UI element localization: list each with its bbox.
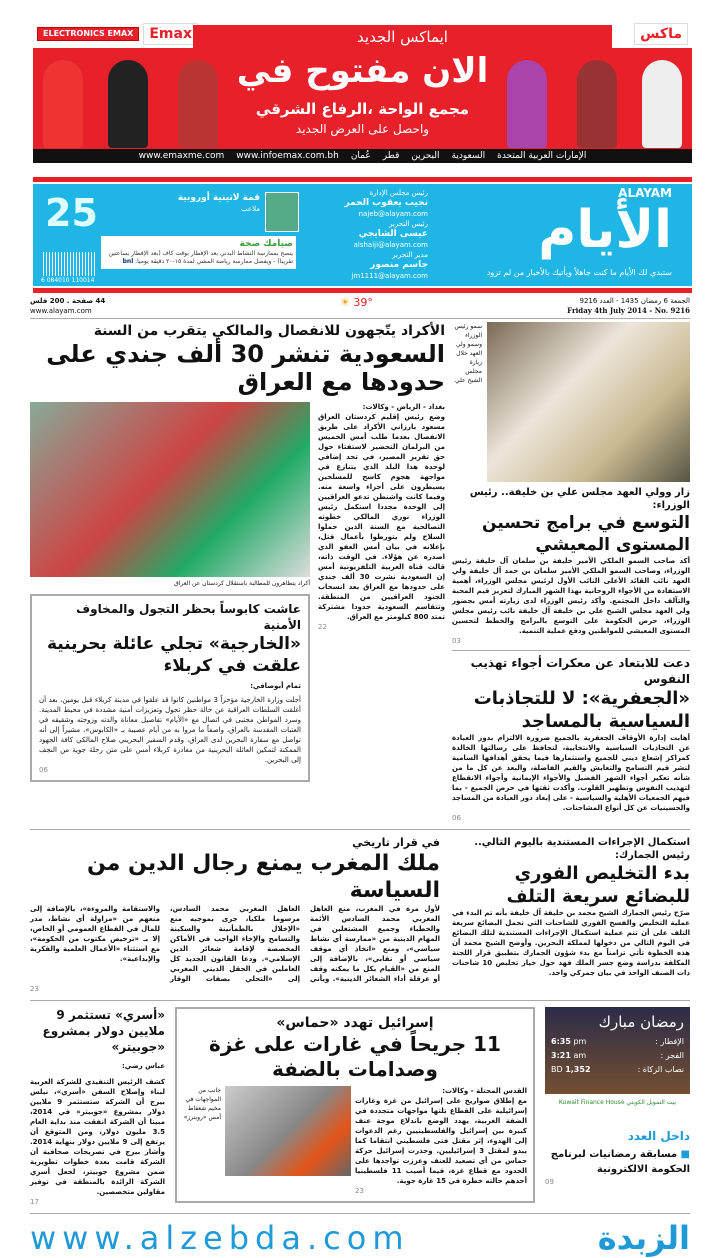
ad-person-image: [178, 60, 218, 148]
divider: [33, 177, 692, 182]
inside-item[interactable]: [545, 1147, 690, 1177]
iraq-headline[interactable]: السعودية تنشر 30 ألف جندي على حدودها مع العراق: [46, 340, 445, 396]
time-unit: BD: [551, 1065, 563, 1074]
footer: [30, 1218, 690, 1258]
page-ref[interactable]: 17: [30, 1198, 39, 1206]
slogan: ستبدي لك الأيام ما كنت جاهلاً ويأتيك بالأخبار من لم تزود: [486, 268, 672, 277]
promo-title: صيامك صحة: [239, 239, 293, 249]
karbala-story-box: [30, 594, 310, 782]
page-count: 44 صفحة . 200 فلس: [30, 297, 106, 305]
ad-left-logos: [37, 23, 198, 45]
bottom-section: [30, 1007, 690, 1207]
kurdish-protest-photo: [30, 402, 310, 577]
staff-role: رئيس التحرير: [389, 220, 428, 228]
jaafari-headline[interactable]: «الجعفرية»: لا للتجاذبات السياسية بالمساجد: [473, 688, 690, 732]
date-info: [567, 296, 690, 316]
article-body: صرّح رئيس الجمارك الشيخ محمد بن خليفة آل خليفة بأنه تم البدء في عملية التخليص والفسح الفوري للشاحنات التي تحمل البضائع سريعة التلف على أن تتم عملية استكمال الإجراءات المستندية لتلك البضائع في اليوم التالي من دخولها لمملكة البحرين. وأوضح الشيخ محمد أن هذه الخطوة تأتي تزامناً مع بدء شؤون الجمارك بتطبيق قرار اللجنة المكلفة بدراسة وضع جسر الملك فهد حول خيار تخليص 10 شاحنات ذات الصنف الواحد في بيان جمركي واحد.: [452, 909, 690, 977]
ramadan-times-box: [545, 1007, 690, 1120]
time-label: الإفطار :: [655, 1037, 684, 1046]
ramadan-title: رمضان مبارك: [598, 1013, 684, 1031]
customs-headline[interactable]: بدء التخليص الفوري للبضائع سريعة التلف: [506, 863, 690, 907]
photo-caption: سمو رئيس الوزراء وسمو ولي العهد خلال زيارة مجلس الشيخ علي: [454, 323, 482, 384]
ad-line-1: ايماكس الجديد: [193, 25, 612, 48]
jaafari-kicker: دعت للابتعاد عن معكرات أجواء تهذيب النفوس: [470, 656, 690, 686]
page-ref[interactable]: 06: [452, 814, 461, 822]
pm-photo-row: [452, 322, 690, 482]
staff-role: رئيس مجلس الإدارة: [369, 189, 428, 197]
staff-list: [303, 188, 428, 281]
hijri-date: الجمعة 6 رمضان 1435 - العدد 9216: [579, 297, 690, 305]
country: عُمان: [350, 151, 371, 161]
osri-story: [30, 1007, 165, 1207]
staff-email[interactable]: alshaiji@alayam.com: [353, 241, 428, 249]
time-value: 3:21: [551, 1051, 571, 1060]
barcode-number: 6 084010 110014: [41, 277, 95, 284]
karbala-headline[interactable]: «الخارجية» تجلي عائلة بحرينية علقت في كربلاء: [46, 634, 301, 676]
pm-headline[interactable]: التوسع في برامج تحسين المستوى المعيشي: [482, 513, 690, 555]
ad-person-image: [108, 60, 148, 148]
time-row: [545, 1063, 690, 1077]
country: الإمارات العربية المتحدة: [497, 151, 587, 161]
bullet-icon: ■: [680, 1149, 690, 1160]
time-unit: pm: [573, 1037, 587, 1046]
country: السعودية: [451, 151, 486, 161]
photo-caption: أكراد يتظاهرون للمطالبة باستقلال كردستان عن العراق: [174, 580, 310, 587]
iraq-section: [30, 322, 445, 782]
ad-person-image: [577, 60, 617, 148]
customs-kicker: استكمال الإجراءات المستندية باليوم التالي.. رئيس الجمارك:: [474, 837, 690, 861]
ad-site: www.infoemax.com.bh: [236, 151, 339, 161]
divider: [33, 288, 692, 293]
author: تمام أبوصافي:: [250, 682, 301, 690]
temperature: 39°: [353, 296, 373, 309]
article-body: أهابت إدارة الأوقاف الجعفرية بالجميع ضرورة الالتزام بدور العبادة عن التجاذبات السياسية والانتخابية، لتحافظ على رسالتها الخالدة كمراكز إشعاع ديني للجميع واستثمارها فيما يحقق أهدافها السامية لنشر قيم التسامح والتعايش والقيم الفاضلة، والبعد عن كل ما من شأنه تعكير أجواء الشهر الفضيل والأجواء الإيمانية وأجواء الانقطاع لتهذيب النفوس وتطهير القلوب. وأكدت ثقتها في حرص الجميع - بما فيهم الجمعيات الأهلية والسياسية - على إبعاد دور العبادة من المساجد والحسينيات عن كل أنواع المشاحنات.: [452, 734, 690, 812]
promo-text: ينصح بممارسة النشاط البدني بعد الإفطار بوقت كاف (بعد الإفطار بساعتين تقريبا) - ويفضل ممارسة رياضة المشي لمدة ١٥-٢٠ دقيقة يوميا.: [108, 250, 293, 265]
divider: [452, 650, 690, 651]
article-body: لأول مرة في المغرب، منع العاهل المغربي محمد السادس الأئمة والخطباء وجميع المشتغلين في المهام الدينية من «ممارسة أي نشاط سياسي»، ومنع «اتخاذ أي موقف سياسي أو نقابي»، بالإضافة إلى المنع من «القيام بكل ما يمكنه وقف أو عرقلة أداء الشعائر الدينية». ويأتي العاهل المغربي محمد السادس، مرسوما ملكيا، جرى بموجبه منع «الإخلال بالطمأنينة والسكينة والتسامح والإخاء الواجب في الأماكن المخصصة لإقامة شعائر الدين الإسلامي». ودعا القانون الجديد كل العاملين في الحقل الديني المغربي إلى «التحلي بصفات الوقار والاستقامة والمروءة»، بالإضافة إلى منعهم من «مزاولة أي نشاط، مدر للمال في القطاع العمومي أو الخاص، إلا بـ «ترخيص مكتوب من الحكومة»، مع استثناء «الأعمال العلمية والفكرية والإبداعية».: [30, 905, 440, 983]
staff-name: نجيب يعقوب الحمر: [344, 198, 428, 208]
left-column: [30, 402, 310, 782]
top-section: [30, 322, 690, 823]
ad-line-3: مجمع الواحة ،الرفاع الشرقي: [255, 100, 470, 118]
website[interactable]: www.alayam.com: [30, 307, 92, 315]
time-label: نصاب الزكاة :: [637, 1065, 684, 1074]
emax-advertisement[interactable]: [33, 20, 692, 163]
staff-name: جاسم منصور: [370, 260, 428, 270]
customs-story: [452, 836, 690, 978]
divider: [30, 1213, 690, 1214]
front-page-content: [30, 322, 690, 1258]
gaza-clash-photo: [225, 1086, 351, 1176]
ad-person-image: [43, 60, 83, 148]
country: البحرين: [411, 151, 440, 161]
morocco-headline[interactable]: ملك المغرب يمنع رجال الدين من السياسة: [86, 851, 440, 903]
sport-photo: [265, 192, 299, 232]
article-body: أكد صاحب السمو الملكي الأمير خليفة بن سلمان آل خليفة رئيس الوزراء، وصاحب السمو الملكي الأمير سلمان بن حمد آل خليفة ولي العهد نائب القائد الأعلى النائب الأول لرئيس مجلس الوزراء، أهمية الاستفادة من الأجواء الروحانية بهذا الشهر المبارك لتعزيز قيم المحبة والتآلف داخل المجتمع. وأكد رئيس الوزراء لدى زيارته أمس بحضور ولي العهد مجلس الشيخ علي بن خليفة آل خليفة نائب رئيس مجلس الوزراء، حرص الحكومة على التوسع بالبرامج والخطط لتحسين المستوى المعيشي للمواطنين ودفع عملية التنمية.: [452, 557, 690, 635]
gaza-kicker: إسرائيل تهدد «حماس»: [276, 1015, 434, 1031]
article-dateline: بغداد - الرياض - وكالات:: [362, 403, 445, 411]
ad-person-image: [507, 60, 547, 148]
time-label: الفجر :: [660, 1051, 684, 1060]
masthead: [33, 184, 692, 286]
gaza-article: [355, 1086, 527, 1196]
staff-role: مدير التحرير: [392, 251, 428, 259]
inside-item-label: مسابقة رمضانيات لبرنامج الحكومة الالكترونية: [550, 1149, 690, 1175]
inside-title: داخل العدد: [627, 1129, 690, 1143]
ad-site: www.emaxme.com: [138, 151, 225, 161]
barcode: [43, 252, 95, 276]
article-body: مع إطلاق صواريخ على إسرائيل من غزة وغارات إسرائيلية على القطاع تلتها مواجهات متجددة في الضفة الغربية، يهدد الوضع باندلاع موجة عنف كبيرة بين إسرائيل والفلسطينيين رغم الدعوات إلى الهدوء، إثر مقتل فتى فلسطيني انتقاما كما يبدو لمقتل 3 إسرائيليين. وحذرت إسرائيل حركة حماس من أي تصعيد للعنف وعززت تواجدها على الحدود مع قطاع غزة، فيما أصيب 11 فلسطينيا أحدهم حالته خطرة في 15 غارة جوية.: [355, 1097, 527, 1185]
ad-country-strip: [33, 149, 692, 163]
photo-caption: جانب من المواجهات في مخيم شعفاط أمس «رويترز»: [183, 1087, 221, 1121]
karbala-kicker: عاشت كابوساً بحظر التجول والمخاوف الأمنية: [76, 602, 301, 632]
right-bottom-column: [545, 1007, 690, 1187]
electronics-emax-logo: ELECTRONICS EMAX: [37, 27, 139, 41]
ad-line-2: الان مفتوح في: [236, 51, 489, 91]
article-dateline: القدس المحتلة - وكالات:: [442, 1087, 527, 1095]
price-info: [30, 296, 105, 316]
staff-email[interactable]: jm1111@alayam.com: [351, 272, 428, 280]
ad-person-image: [642, 60, 682, 148]
iraq-kicker: الأكراد يتّجهون للانفصال والمالكي يتقرب من السنة: [93, 323, 445, 339]
sun-icon: ☀: [340, 296, 350, 309]
page-ref[interactable]: 22: [318, 623, 327, 631]
pm-kicker: زار وولي العهد مجلس علي بن خليفة.. رئيس الوزراء:: [469, 487, 690, 511]
morocco-story: [30, 836, 440, 994]
emax-logo-right: ماكس: [634, 23, 688, 45]
osri-headline[interactable]: «أسري» تستثمر 9 ملايين دولار بمشروع «جوبيتر»: [42, 1008, 165, 1054]
sport-title: قمة لاتينية أوروبية: [177, 193, 260, 203]
health-promo: [101, 236, 296, 269]
morocco-article: [30, 904, 440, 984]
gaza-row: [183, 1086, 527, 1196]
kfh-sponsor-logo: بيت التمويل الكويتي Kuwait Finance House: [545, 1094, 690, 1120]
staff-name: عيسى الشايجي: [358, 229, 428, 239]
time-value: 1,352: [565, 1065, 591, 1074]
divider: [30, 829, 690, 830]
time-row: [545, 1035, 690, 1049]
morocco-kicker: في قرار تاريخي: [352, 836, 440, 849]
article-body: كشف الرئيس التنفيذي للشركة العربية لبناء وإصلاح السفن «أسري»، نيلس بيرج أن الشركة ستستثمر 9 ملايين دولار بمشروع «جوبيتر» في 2014، مبينا أن الشركة انفقت منذ بداية العام 3.5 مليون دولار، ومن المتوقع أن يرتفع إلى 9 ملايين دولار بنهاية 2014. وأشار بيرج في تصريحات صحافية أن الشركة قامت بعدة خطوات تطويرية ضمن مشروع جوبيتر، لجعل أسري الشركة الرائدة بالمنطقة في توفير مقاولين متخصصين.: [30, 1078, 165, 1196]
country: قطر: [382, 151, 400, 161]
page-ref[interactable]: 03: [452, 637, 461, 645]
pm-section: [452, 322, 690, 823]
emax-logo: Emax: [143, 23, 198, 45]
pm-visit-photo: [487, 322, 690, 482]
inside-issue: [545, 1128, 690, 1187]
iraq-article: [318, 402, 445, 632]
sport-label: ملاعب: [241, 205, 260, 213]
ad-line-4: واحصل على العرض الجديد: [295, 122, 430, 136]
page-ref[interactable]: 06: [39, 766, 48, 774]
page-ref[interactable]: 23: [30, 985, 39, 993]
staff-email[interactable]: najeb@alayam.com: [358, 210, 428, 218]
gaza-story-box: [175, 1007, 535, 1203]
time-row: [545, 1049, 690, 1063]
sport-teaser[interactable]: [168, 192, 260, 214]
page-ref[interactable]: 23: [355, 1187, 364, 1195]
weather: [340, 296, 373, 310]
gregorian-date: Friday 4th July 2014 - No. 9216: [567, 306, 690, 315]
page-ref[interactable]: 09: [545, 1178, 554, 1186]
iraq-row: [30, 402, 445, 782]
middle-section: [30, 836, 690, 994]
time-value: 6:35: [551, 1037, 571, 1046]
newspaper-logo: الأيام: [538, 200, 672, 260]
alzebda-logo: الزبدة: [597, 1219, 690, 1257]
divider: [30, 1000, 690, 1001]
gaza-headline[interactable]: 11 جريحاً في غارات على غزة وصدامات بالضفة: [209, 1032, 501, 1081]
newspaper-logo-latin: ALAYAM: [618, 186, 672, 200]
article-body: أجلت وزارة الخارجية مؤخراً 3 مواطنين كانوا قد علقوا في مدينة كربلاء قبل يومين، بعد أن أغلقت السلطات العراقية عن حالة حظر تجول وتعزيزات أمنية مشددة في محيط المدينة. وسرد المواطن مجتبى في اتصال مع «الأيام» تفاصيل معاناة والدته وزوجته وشقيقه في العتبات المقدسة بالعراق، واصفاً ما مروا به من أيام عصيبة بـ «الكابوس»، مشيراً إلى أنه تواصل مع سفارة البحرين لدى العراق، وقدم السفير البحريني صلاح المالكي كافة الجهود الممكنة لتمكين العائلة البحرينية من مغادرة كربلاء أمس على متن رحلة جوية من النجف إلى البحرين.: [39, 696, 301, 764]
bnl-logo: bnl: [122, 258, 134, 265]
divider: [30, 318, 690, 319]
article-body: وضع رئيس إقليم كردستان العراق مسعود بارزاني الأكراد على طريق الانفصال بعدما طلب أمس الخميس من البرلمان التحضير لاستفتاء حول حق تقرير المصير، في تحد إضافي لوحدة هذا البلد الذي يتنازع في مواجهة هجوم كاسح للمسلحين يسيطرون على أجزاء واسعة منه. وفيما كانت واشنطن تدعو العراقيين إلى الوحدة مجددا استكمل رئيس الوزراء نوري المالكي خطوته التصالحية مع السنة الذين حملوا السلاح ولم يتورطوا بأعمال قتل، بإعلانه في بيان أمس العفو الذي اصدره عن هؤلاء. في الوقت ذاته، قالت قناة العربية التلفزيونية أمس إن السعودية نشرت 30 ألف جندي على حدودها مع العراق بعد انسحاب الجنود العراقيين من المنطقة. وتتقاسم السعودية حدودا مشتركة تمتد 800 كيلومتر مع العراق.: [318, 413, 445, 621]
footer-url[interactable]: www.alzebda.com: [30, 1219, 410, 1257]
time-unit: am: [573, 1051, 587, 1060]
author: عباس رضي:: [121, 1062, 165, 1070]
anniversary-badge: 25: [45, 191, 98, 235]
